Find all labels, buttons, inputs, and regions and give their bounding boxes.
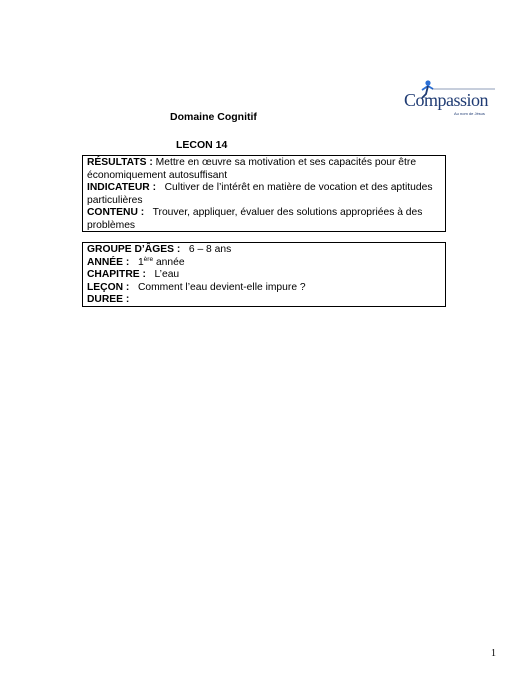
chapitre-value: L’eau — [154, 269, 180, 281]
compassion-logo — [402, 78, 498, 118]
duree-row — [87, 294, 441, 307]
annee-value-rest: année — [153, 256, 185, 268]
groupe-row — [87, 244, 441, 257]
resultats-value: Mettre en œuvre sa motivation et ses capacités pour être économiquement autosuffisant — [87, 157, 417, 181]
groupe-value: 6 – 8 ans — [188, 244, 232, 255]
groupe-label: GROUPE D’ÂGES : — [87, 244, 181, 255]
resultats-row — [87, 157, 441, 182]
annee-label: ANNÉE : — [87, 256, 130, 268]
page-number: 1 — [491, 648, 496, 659]
contenu-label: CONTENU : — [87, 207, 145, 219]
indicateur-label: INDICATEUR : — [87, 182, 157, 194]
annee-value-num: 1 — [137, 256, 144, 268]
lecon-label: LEÇON : — [87, 281, 130, 293]
indicateur-row — [87, 182, 441, 207]
logo-tagline: Au nom de Jésus — [454, 111, 485, 116]
contenu-row — [87, 207, 441, 232]
logo-wordmark: Compassion — [404, 90, 489, 110]
lesson-heading: LECON 14 — [176, 139, 228, 151]
lesson-info-box — [82, 242, 446, 307]
lecon-row — [87, 282, 441, 295]
resultats-label: RÉSULTATS : — [87, 157, 153, 168]
indicateur-value: Cultiver de l’intérêt en matière de vocation et des aptitudes particulières — [87, 182, 433, 206]
annee-row — [87, 257, 441, 270]
objectives-box — [82, 155, 446, 232]
chapitre-label: CHAPITRE : — [87, 269, 146, 281]
lecon-value: Comment l’eau devient-elle impure ? — [137, 281, 306, 293]
annee-value-sup: ère — [143, 255, 154, 263]
duree-label: DUREE : — [87, 294, 130, 306]
domain-heading: Domaine Cognitif — [170, 111, 257, 123]
contenu-value: Trouver, appliquer, évaluer des solutions appropriées à des problèmes — [87, 207, 423, 231]
chapitre-row — [87, 269, 441, 282]
